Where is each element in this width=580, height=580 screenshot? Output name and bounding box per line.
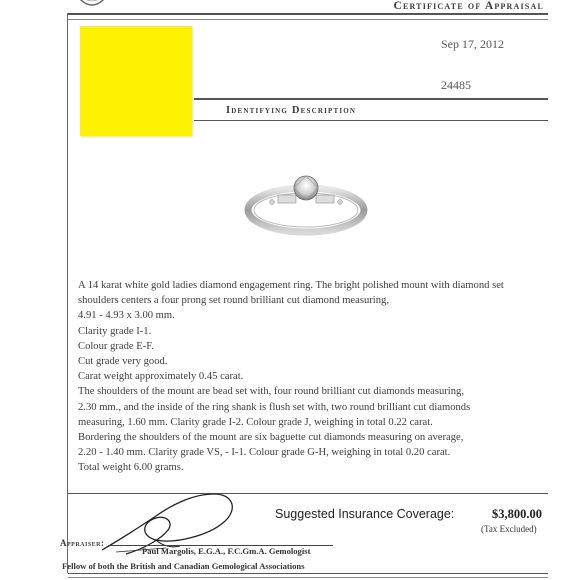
appraiser-fellowship: Fellow of both the British and Canadian Gemological Associations xyxy=(62,561,305,571)
header-rule-top xyxy=(68,13,548,15)
description-line: Cut grade very good. xyxy=(78,356,168,368)
tax-note: (Tax Excluded) xyxy=(481,524,537,534)
description-line: 4.91 - 4.93 x 3.00 mm. xyxy=(78,310,175,322)
insurance-label: Suggested Insurance Coverage: xyxy=(275,507,455,521)
description-line: Bordering the shoulders of the mount are six baguette cut diamonds measuring on average, xyxy=(78,432,464,444)
description-line: Colour grade E-F. xyxy=(78,340,154,352)
appraisal-seal-icon xyxy=(70,0,114,12)
footer-rule-bottom xyxy=(68,577,548,578)
footer-rule-top xyxy=(68,573,548,574)
appraiser-name: Paul Margolis, E.G.A., F.C.Gm.A. Gemologist xyxy=(142,546,311,556)
identifying-description-title: Identifying Description xyxy=(226,105,357,116)
ring-photo xyxy=(242,158,370,240)
certificate-title: Certificate of Appraisal xyxy=(393,0,544,12)
appraiser-label: Appraiser: xyxy=(60,538,105,548)
left-border xyxy=(67,13,68,573)
redaction-sticky-note xyxy=(80,26,192,136)
description-line: Clarity grade I-1. xyxy=(78,325,152,337)
description-line: The shoulders of the mount are bead set with, four round brilliant cut diamonds measuring, xyxy=(78,386,464,398)
description-line: A 14 karat white gold ladies diamond engagement ring. The bright polished mount with diamond set xyxy=(78,280,504,291)
description-line: 2.20 - 1.40 mm. Clarity grade VS, - I-1. Colour grade G-H, weighing in total 0.20 carat. xyxy=(78,447,451,459)
identifying-rule-top xyxy=(194,98,548,100)
appraisal-number: 24485 xyxy=(441,78,471,92)
header-rule-bottom xyxy=(68,19,548,20)
insurance-value: $3,800.00 xyxy=(492,507,542,521)
description-line: Carat weight approximately 0.45 carat. xyxy=(78,371,244,383)
item-description xyxy=(78,278,548,476)
description-line: Total weight 6.00 grams. xyxy=(78,462,184,474)
description-line: 2.30 mm., and the inside of the ring shank is flush set with, two round brilliant cut diamonds xyxy=(78,401,471,413)
identifying-rule-bottom xyxy=(194,120,548,121)
description-line: measuring, 1.60 mm. Clarity grade I-2. Colour grade J, weighing in total 0.22 carat. xyxy=(78,416,433,428)
description-line: shoulders centers a four prong set round brilliant cut diamond measuring, xyxy=(78,295,389,307)
appraisal-date: Sep 17, 2012 xyxy=(441,37,504,51)
